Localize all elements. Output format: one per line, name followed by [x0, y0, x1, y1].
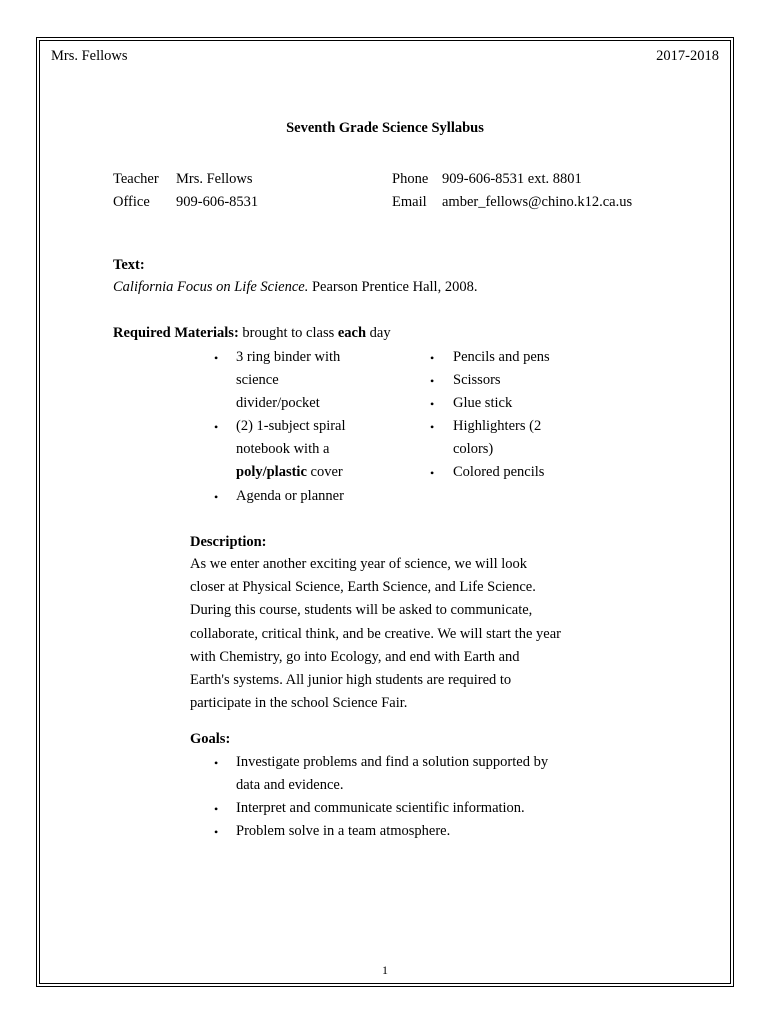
textbook-title: California Focus on Life Science. [113, 279, 309, 295]
bullet-icon: • [214, 351, 219, 365]
material-notebook-line2: notebook with a [236, 441, 330, 457]
goal-problem-solve: Problem solve in a team atmosphere. [236, 823, 451, 839]
description-line: Earth's systems. All junior high students are required to [190, 672, 512, 689]
material-colored-pencils: Colored pencils [453, 464, 545, 480]
description-body [190, 553, 561, 715]
goal-investigate-line1: Investigate problems and find a solution supported by [236, 754, 549, 770]
material-binder-line1: 3 ring binder with [236, 349, 341, 365]
textbook-citation [113, 280, 477, 295]
bullet-icon: • [430, 351, 435, 365]
phone-value: 909-606-8531 ext. 8801 [442, 171, 582, 187]
office-label: Office [113, 194, 150, 210]
bullet-icon: • [214, 420, 219, 434]
description-line: with Chemistry, go into Ecology, and end with Earth and [190, 648, 520, 665]
material-highlighters-line1: Highlighters (2 [453, 418, 542, 434]
bullet-icon: • [214, 490, 219, 504]
material-notebook-line3 [236, 465, 343, 480]
page-number: 1 [382, 963, 388, 977]
goal-investigate-line2: data and evidence. [236, 777, 344, 793]
materials-intro [113, 326, 391, 341]
email-value: amber_fellows@chino.k12.ca.us [442, 194, 633, 210]
bullet-icon: • [214, 756, 219, 770]
description-heading: Description: [190, 534, 267, 550]
bullet-icon: • [430, 466, 435, 480]
bullet-icon: • [214, 825, 219, 839]
material-binder-line3: divider/pocket [236, 395, 320, 411]
bullet-icon: • [430, 374, 435, 388]
text-heading: Text: [113, 257, 145, 273]
materials-heading: Required Materials: [113, 325, 239, 341]
materials-intro-post: day [369, 325, 391, 341]
material-scissors: Scissors [453, 372, 501, 388]
bullet-icon: • [214, 802, 219, 816]
header-school-year: 2017-2018 [656, 48, 719, 64]
material-agenda: Agenda or planner [236, 488, 344, 504]
description-line: As we enter another exciting year of science, we will look [190, 556, 527, 572]
bullet-icon: • [430, 397, 435, 411]
material-glue-stick: Glue stick [453, 395, 513, 411]
materials-intro-pre: brought to class [242, 325, 335, 341]
materials-intro-bold: each [337, 325, 367, 341]
description-line: collaborate, critical think, and be creative. We will start the year [190, 625, 561, 642]
office-value: 909-606-8531 [176, 194, 259, 210]
teacher-value: Mrs. Fellows [176, 171, 253, 187]
material-pencils-pens: Pencils and pens [453, 349, 550, 365]
material-highlighters-line2: colors) [453, 441, 494, 457]
teacher-label: Teacher [113, 171, 159, 187]
goal-interpret: Interpret and communicate scientific information. [236, 800, 525, 816]
page-title: Seventh Grade Science Syllabus [286, 120, 484, 136]
material-binder-line2: science [236, 372, 279, 388]
bullet-icon: • [430, 420, 435, 434]
material-notebook-rest: cover [310, 464, 343, 480]
textbook-publisher: Pearson Prentice Hall, 2008. [311, 279, 478, 295]
material-notebook-bold: poly/plastic [236, 464, 307, 480]
goals-heading: Goals: [190, 731, 231, 747]
description-line: participate in the school Science Fair. [190, 695, 408, 712]
email-label: Email [392, 194, 427, 210]
phone-label: Phone [392, 171, 429, 187]
material-notebook-line1: (2) 1-subject spiral [236, 418, 346, 434]
description-line: closer at Physical Science, Earth Science, and Life Science. [190, 579, 536, 596]
description-line: During this course, students will be asked to communicate, [190, 602, 533, 619]
header-teacher-name: Mrs. Fellows [51, 48, 128, 64]
